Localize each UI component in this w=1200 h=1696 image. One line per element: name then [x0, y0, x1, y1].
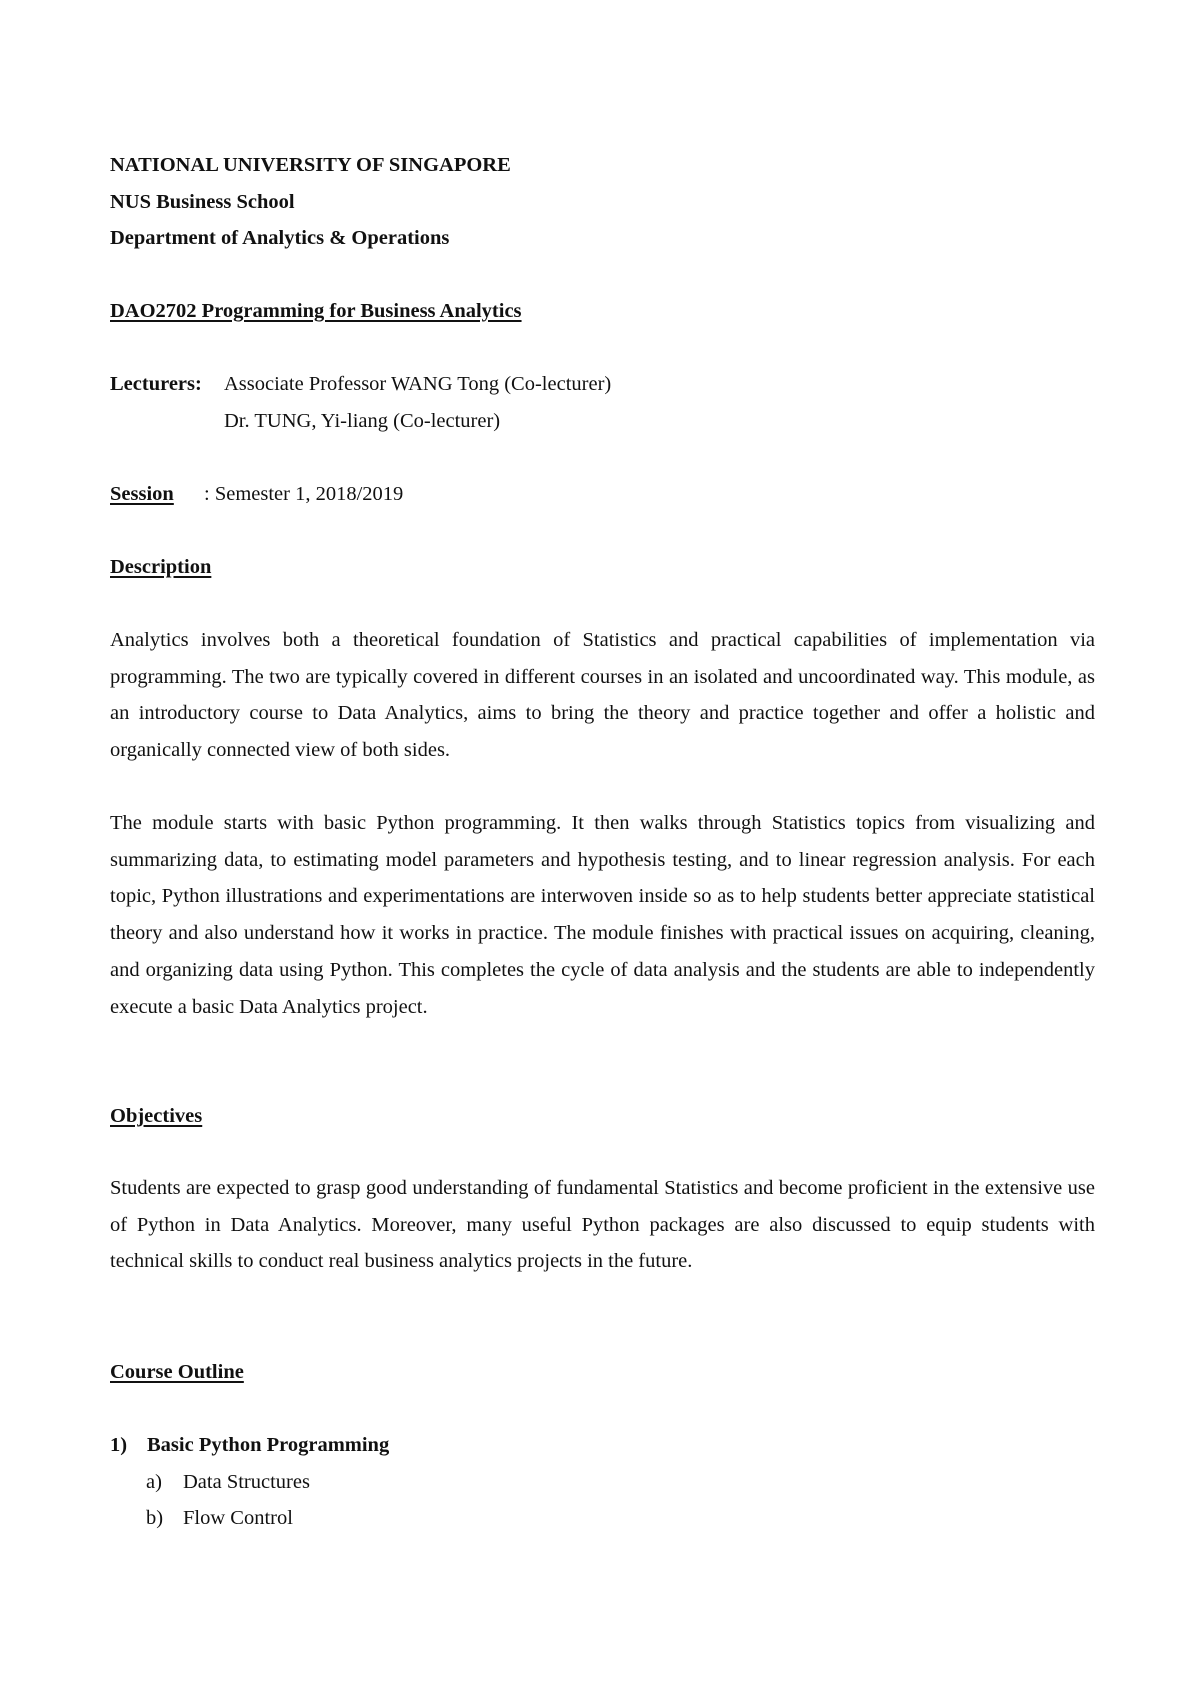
objectives-heading: Objectives [110, 1105, 203, 1127]
outline-section-title: Basic Python Programming [147, 1434, 390, 1456]
description-heading: Description [110, 556, 212, 578]
school-name: NUS Business School [110, 191, 295, 213]
objectives-paragraph: Students are expected to grasp good understanding of fundamental Statistics and become proficient in the extensive use of Python in Data Analytics. Moreover, many useful Python packages are also discussed to equip students with technical skills to conduct real business analytics projects in the future. [110, 1177, 1095, 1273]
outline-item-letter: a) [146, 1471, 162, 1493]
session-value: : Semester 1, 2018/2019 [204, 483, 404, 505]
university-name: NATIONAL UNIVERSITY OF SINGAPORE [110, 154, 511, 176]
outline-section-number: 1) [110, 1434, 128, 1456]
lecturers-label: Lecturers: [110, 373, 202, 395]
lecturer-name: Associate Professor WANG Tong (Co-lecturer) [224, 373, 612, 395]
description-paragraph: The module starts with basic Python programming. It then walks through Statistics topics from visualizing and summarizing data, to estimating model parameters and hypothesis testing, and to linear regression analysis. For each topic, Python illustrations and experimentations are interwoven inside so as to help students better appreciate statistical theory and also understand how it works in practice. The module finishes with practical issues on acquiring, cleaning, and organizing data using Python. This completes the cycle of data analysis and the students are able to independently execute a basic Data Analytics project. [110, 812, 1095, 1018]
session-label: Session [110, 483, 174, 505]
description-paragraph: Analytics involves both a theoretical foundation of Statistics and practical capabilities of implementation via programming. The two are typically covered in different courses in an isolated and uncoordinated way. This module, as an introductory course to Data Analytics, aims to bring the theory and practice together and offer a holistic and organically connected view of both sides. [110, 629, 1095, 762]
department-name: Department of Analytics & Operations [110, 227, 450, 249]
course-outline-heading: Course Outline [110, 1361, 244, 1383]
outline-item-letter: b) [146, 1507, 164, 1529]
outline-item-text: Data Structures [183, 1471, 310, 1493]
course-title: DAO2702 Programming for Business Analytics [110, 300, 522, 322]
lecturer-name: Dr. TUNG, Yi-liang (Co-lecturer) [224, 410, 501, 432]
outline-item-text: Flow Control [183, 1507, 293, 1529]
